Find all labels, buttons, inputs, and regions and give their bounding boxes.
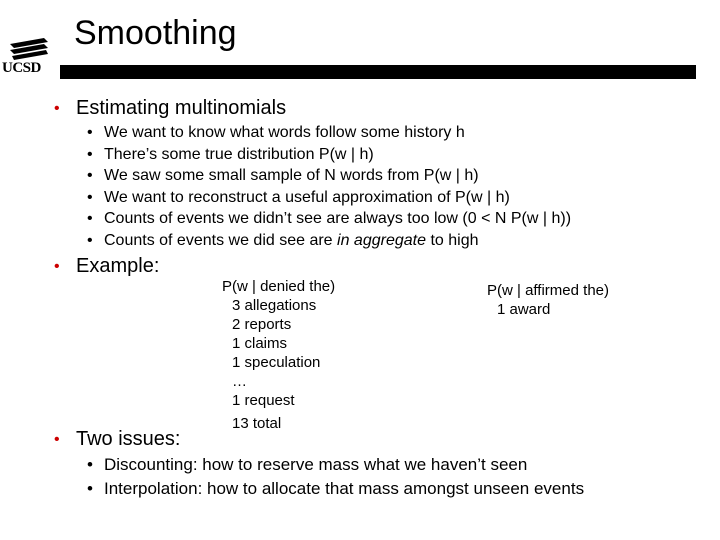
example-item: …: [232, 373, 247, 390]
sub-text: We want to reconstruct a useful approximation of P(w | h): [104, 189, 510, 206]
bullet-example: [54, 255, 160, 278]
bullet-dot: •: [54, 100, 60, 117]
sub-text: Counts of events we didn’t see are always too low (0 < N P(w | h)): [104, 210, 572, 227]
bullet-dot: •: [87, 479, 93, 498]
example-right-column: [487, 281, 609, 319]
sub-item: [87, 167, 479, 185]
sub-text: Interpolation: how to allocate that mass amongst unseen events: [104, 479, 585, 498]
sub-item: [87, 479, 585, 499]
example-item: 1 speculation: [232, 354, 321, 371]
bullet-dot: •: [87, 146, 93, 163]
bullet-dot: •: [87, 124, 93, 141]
example-item: 1 award: [497, 301, 551, 318]
bullet-dot: •: [54, 431, 60, 448]
bullet-dot: •: [87, 455, 93, 474]
sub-text: There’s some true distribution P(w | h): [104, 146, 374, 163]
sub-item: [87, 189, 510, 207]
bullet-dot: •: [87, 167, 93, 184]
sub-item: [87, 210, 572, 228]
slide-title: Smoothing: [74, 14, 237, 52]
bullet-dot: •: [87, 189, 93, 206]
bullet-text: Estimating multinomials: [76, 97, 287, 119]
example-item: 2 reports: [232, 316, 292, 333]
sub-item: [87, 146, 374, 164]
sub-text: We saw some small sample of N words from P(w | h): [104, 167, 479, 184]
bullet-dot: •: [87, 210, 93, 227]
logo-text: UCSD: [2, 60, 41, 76]
bullet-two-issues: [54, 428, 181, 451]
sub-text-post: to high: [426, 232, 479, 249]
bullet-estimating: [54, 97, 287, 120]
bullet-text: Example:: [76, 255, 160, 277]
title-bar: [60, 65, 696, 79]
sub-item: [87, 232, 479, 250]
bullet-dot: •: [54, 258, 60, 275]
example-left-column: [222, 277, 335, 433]
example-left-header: P(w | denied the): [222, 278, 336, 295]
sub-text-emphasis: in aggregate: [337, 232, 426, 249]
sub-text: Discounting: how to reserve mass what we haven’t seen: [104, 455, 528, 474]
example-item: 3 allegations: [232, 297, 317, 314]
bullet-text: Two issues:: [76, 428, 181, 450]
sub-item: [87, 455, 528, 475]
sub-item: [87, 124, 465, 142]
example-item: 1 claims: [232, 335, 288, 352]
example-right-header: P(w | affirmed the): [487, 282, 609, 299]
bullet-dot: •: [87, 232, 93, 249]
example-item: 1 request: [232, 392, 295, 409]
sub-text: We want to know what words follow some history h: [104, 124, 465, 141]
example-total: 13 total: [232, 415, 282, 432]
sub-text-pre: Counts of events we did see are: [104, 232, 338, 249]
